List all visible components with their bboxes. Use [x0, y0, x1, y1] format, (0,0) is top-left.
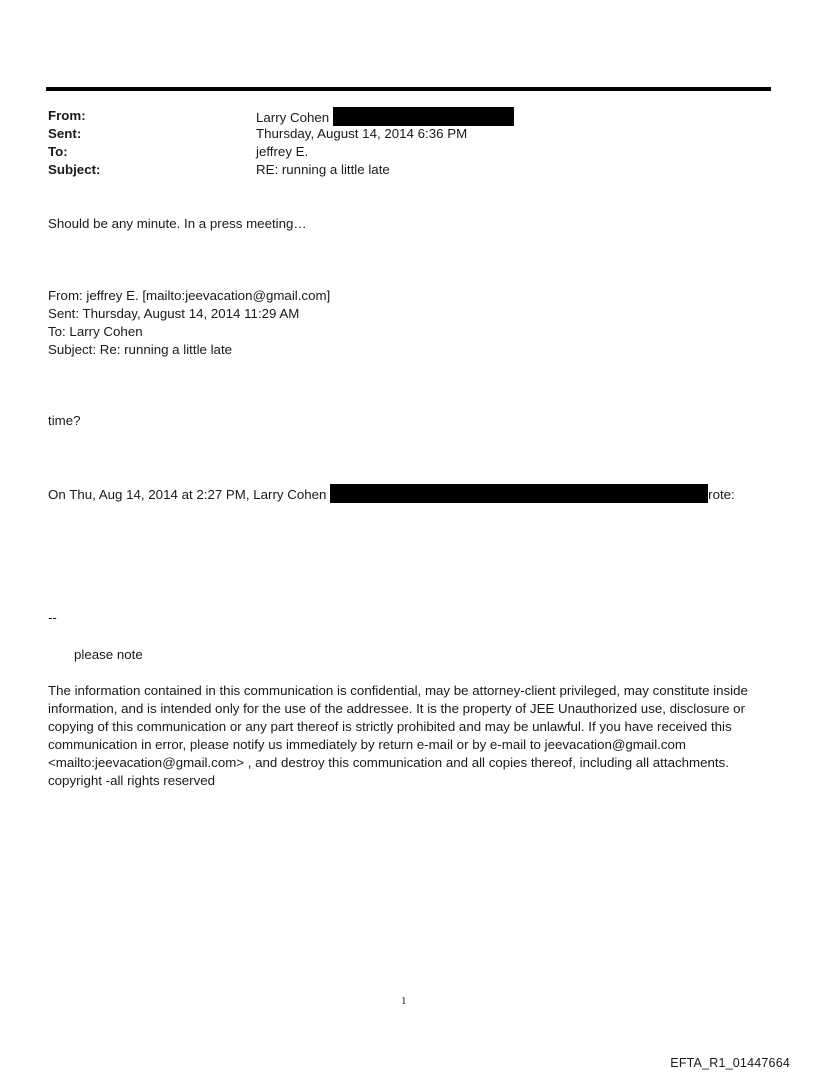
on-line-prefix: On Thu, Aug 14, 2014 at 2:27 PM, Larry Cohen — [48, 487, 327, 502]
document-id: EFTA_R1_01447664 — [670, 1056, 790, 1070]
disclaimer-paragraph: The information contained in this communication is confidential, may be attorney-client privileged, may constitute inside information, and is intended only for the use of the addressee. It is the property of JEE Unauthorized use, disclosure or copying of this communication or any part thereof is strictly prohibited and may be unlawful. If you have received this communication in error, please notify us immediately by return e-mail or by e-mail to jeevacation@gmail.com <mailto:jeevacation@gmail.com> , and destroy this communication and all copies thereof, including all attachments. copyright -all rights reserved — [48, 683, 748, 788]
subject-label: Subject: — [48, 162, 101, 177]
quoted-subject: Subject: Re: running a little late — [48, 342, 233, 357]
please-note: please note — [74, 647, 143, 662]
redaction-bar — [333, 107, 514, 126]
to-label: To: — [48, 144, 68, 159]
quoted-sent: Sent: Thursday, August 14, 2014 11:29 AM — [48, 306, 300, 321]
reply-text: Should be any minute. In a press meeting… — [48, 216, 307, 231]
subject-value: RE: running a little late — [256, 162, 390, 177]
page-number: 1 — [401, 995, 407, 1007]
quoted-to: To: Larry Cohen — [48, 324, 143, 339]
quoted-text: time? — [48, 413, 81, 428]
quoted-from: From: jeffrey E. [mailto:jeevacation@gmail.com] — [48, 288, 331, 303]
sent-value: Thursday, August 14, 2014 6:36 PM — [256, 126, 468, 141]
signature-separator: -- — [48, 610, 57, 625]
sent-label: Sent: — [48, 126, 82, 141]
from-name: Larry Cohen — [256, 110, 330, 125]
to-value: jeffrey E. — [256, 144, 309, 159]
redaction-bar — [330, 484, 708, 503]
from-value — [256, 107, 514, 127]
on-line — [48, 484, 735, 504]
on-line-suffix: rote: — [708, 487, 735, 502]
header-rule — [46, 87, 771, 91]
from-label: From: — [48, 108, 86, 123]
